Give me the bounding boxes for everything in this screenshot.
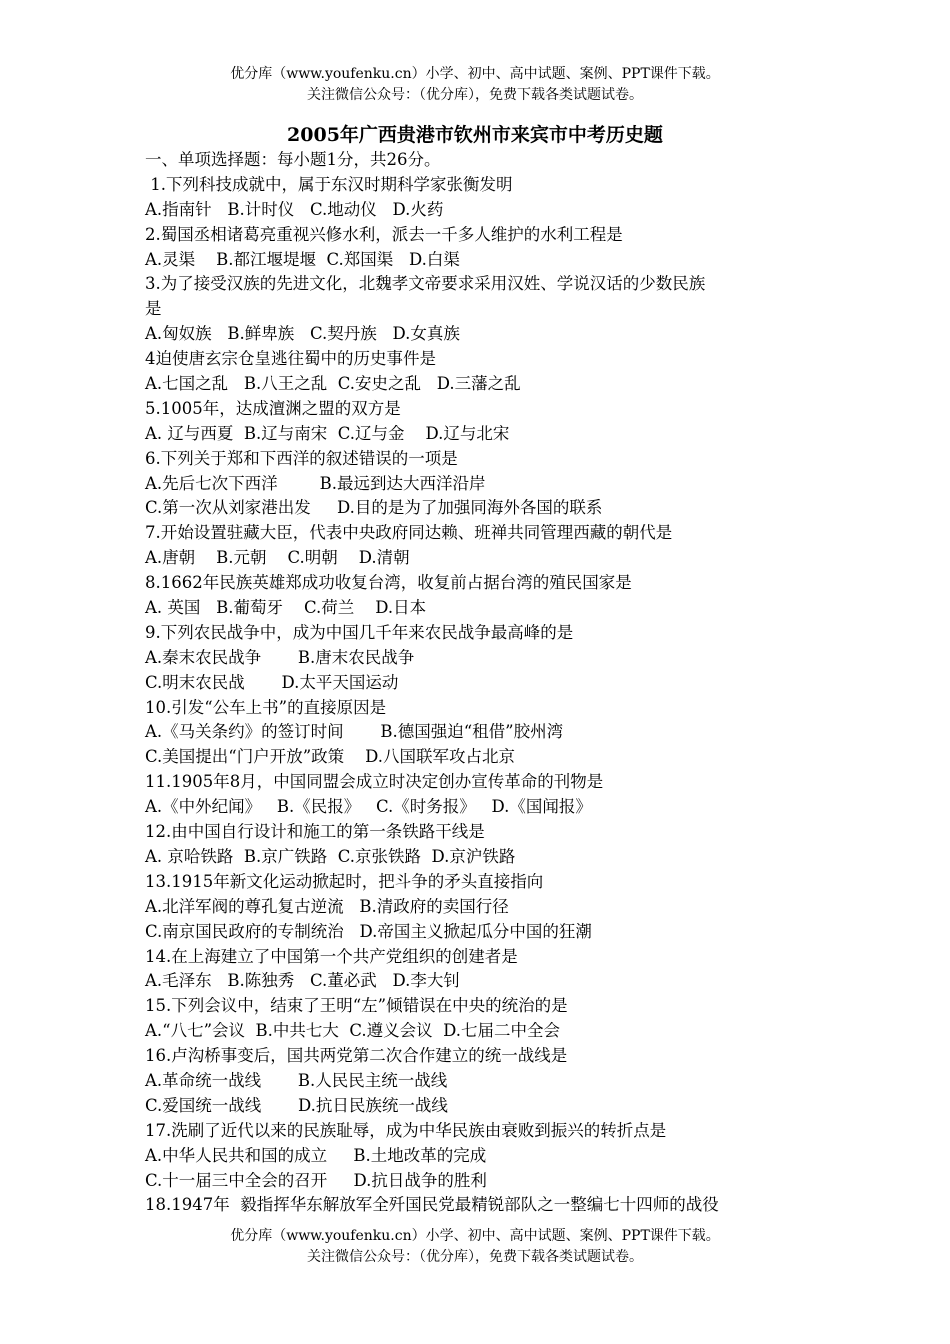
footer-line-2: 关注微信公众号：（优分库），免费下载各类试题试卷。 — [307, 1249, 643, 1265]
text-line: 17.洗刷了近代以来的民族耻辱，成为中华民族由衰败到振兴的转折点是 — [145, 1120, 667, 1140]
text-line: 11.1905年8月，中国同盟会成立时决定创办宣传革命的刊物是 — [145, 772, 604, 792]
text-line: 是 — [145, 299, 162, 319]
text-line: A.北洋军阀的尊孔复古逆流 B.清政府的卖国行径 — [145, 896, 509, 916]
page-header — [0, 64, 950, 106]
text-line: A.匈奴族 B.鲜卑族 C.契丹族 D.女真族 — [145, 324, 460, 344]
footer-line-1: 优分库（www.youfenku.cn）小学、初中、高中试题、案例、PPT课件下载。 — [230, 1228, 720, 1244]
text-line: 一、单项选择题：每小题1分，共26分。 — [145, 150, 441, 169]
text-line: 9.下列农民战争中，成为中国几千年来农民战争最高峰的是 — [145, 622, 574, 642]
text-line: A.七国之乱 B.八王之乱 C.安史之乱 D.三藩之乱 — [145, 374, 521, 394]
text-line: 7.开始设置驻藏大臣，代表中央政府同达赖、班禅共同管理西藏的朝代是 — [145, 523, 673, 543]
page-footer — [0, 1226, 950, 1268]
text-line: 5.1005年，达成澶渊之盟的双方是 — [145, 398, 401, 418]
text-line: A.指南针 B.计时仪 C.地动仪 D.火药 — [145, 199, 444, 219]
text-line: 13.1915年新文化运动掀起时，把斗争的矛头直接指向 — [145, 871, 544, 891]
text-line: C.第一次从刘家港出发 D.目的是为了加强同海外各国的联系 — [145, 498, 603, 518]
text-line: A. 辽与西夏 B.辽与南宋 C.辽与金 D.辽与北宋 — [145, 423, 510, 443]
text-line: 2.蜀国丞相诸葛亮重视兴修水利，派去一千多人维护的水利工程是 — [145, 224, 623, 244]
text-line: 3.为了接受汉族的先进文化，北魏孝文帝要求采用汉姓、学说汉话的少数民族 — [145, 274, 706, 294]
text-line: 14.在上海建立了中国第一个共产党组织的创建者是 — [145, 946, 518, 966]
text-line: A.《马关条约》的签订时间 B.德国强迫“租借”胶州湾 — [145, 722, 564, 742]
text-line: 1.下列科技成就中，属于东汉时期科学家张衡发明 — [145, 174, 513, 194]
text-line: A. 京哈铁路 B.京广铁路 C.京张铁路 D.京沪铁路 — [145, 846, 516, 866]
document-title: 2005年广西贵港市钦州市来宾市中考历史题 — [287, 124, 663, 146]
text-line: C.南京国民政府的专制统治 D.帝国主义掀起瓜分中国的狂潮 — [145, 921, 592, 941]
text-line: A.秦末农民战争 B.唐末农民战争 — [145, 647, 415, 667]
text-line: A.毛泽东 B.陈独秀 C.董必武 D.李大钊 — [145, 971, 460, 991]
text-line: A.先后七次下西洋 B.最远到达大西洋沿岸 — [145, 473, 486, 493]
text-line: A.中华人民共和国的成立 B.土地改革的完成 — [145, 1145, 487, 1165]
text-line: 8.1662年民族英雄郑成功收复台湾，收复前占据台湾的殖民国家是 — [145, 573, 632, 593]
text-line: 12.由中国自行设计和施工的第一条铁路干线是 — [145, 822, 485, 842]
text-line: A.革命统一战线 B.人民民主统一战线 — [145, 1070, 448, 1090]
text-line: 6.下列关于郑和下西洋的叙述错误的一项是 — [145, 448, 458, 468]
text-line: A.唐朝 B.元朝 C.明朝 D.清朝 — [145, 548, 410, 568]
header-line-1: 优分库（www.youfenku.cn）小学、初中、高中试题、案例、PPT课件下载。 — [230, 66, 720, 82]
text-line: 16.卢沟桥事变后，国共两党第二次合作建立的统一战线是 — [145, 1046, 568, 1066]
text-line: A. 英国 B.葡萄牙 C.荷兰 D.日本 — [145, 598, 427, 618]
text-line: C.明末农民战 D.太平天国运动 — [145, 672, 399, 692]
text-line: C.十一届三中全会的召开 D.抗日战争的胜利 — [145, 1170, 487, 1190]
text-line: A.《中外纪闻》 B.《民报》 C.《时务报》 D.《国闻报》 — [145, 797, 592, 817]
text-line: A.灵渠 B.都江堰堤堰 C.郑国渠 D.白渠 — [145, 249, 460, 269]
header-line-2: 关注微信公众号：（优分库），免费下载各类试题试卷。 — [307, 87, 643, 103]
text-line: 15.下列会议中，结束了王明“左”倾错误在中央的统治的是 — [145, 996, 568, 1016]
text-line: C.爱国统一战线 D.抗日民族统一战线 — [145, 1095, 448, 1115]
text-line: 4迫使唐玄宗仓皇逃往蜀中的历史事件是 — [145, 349, 436, 369]
text-line: C.美国提出“门户开放”政策 D.八国联军攻占北京 — [145, 747, 516, 767]
text-line: 18.1947年 毅指挥华东解放军全歼国民党最精锐部队之一整编七十四师的战役 — [145, 1195, 719, 1215]
question-body — [145, 148, 810, 1218]
text-line: 10.引发“公车上书”的直接原因是 — [145, 697, 387, 717]
text-line: A.“八七”会议 B.中共七大 C.遵义会议 D.七届二中全会 — [145, 1021, 561, 1041]
